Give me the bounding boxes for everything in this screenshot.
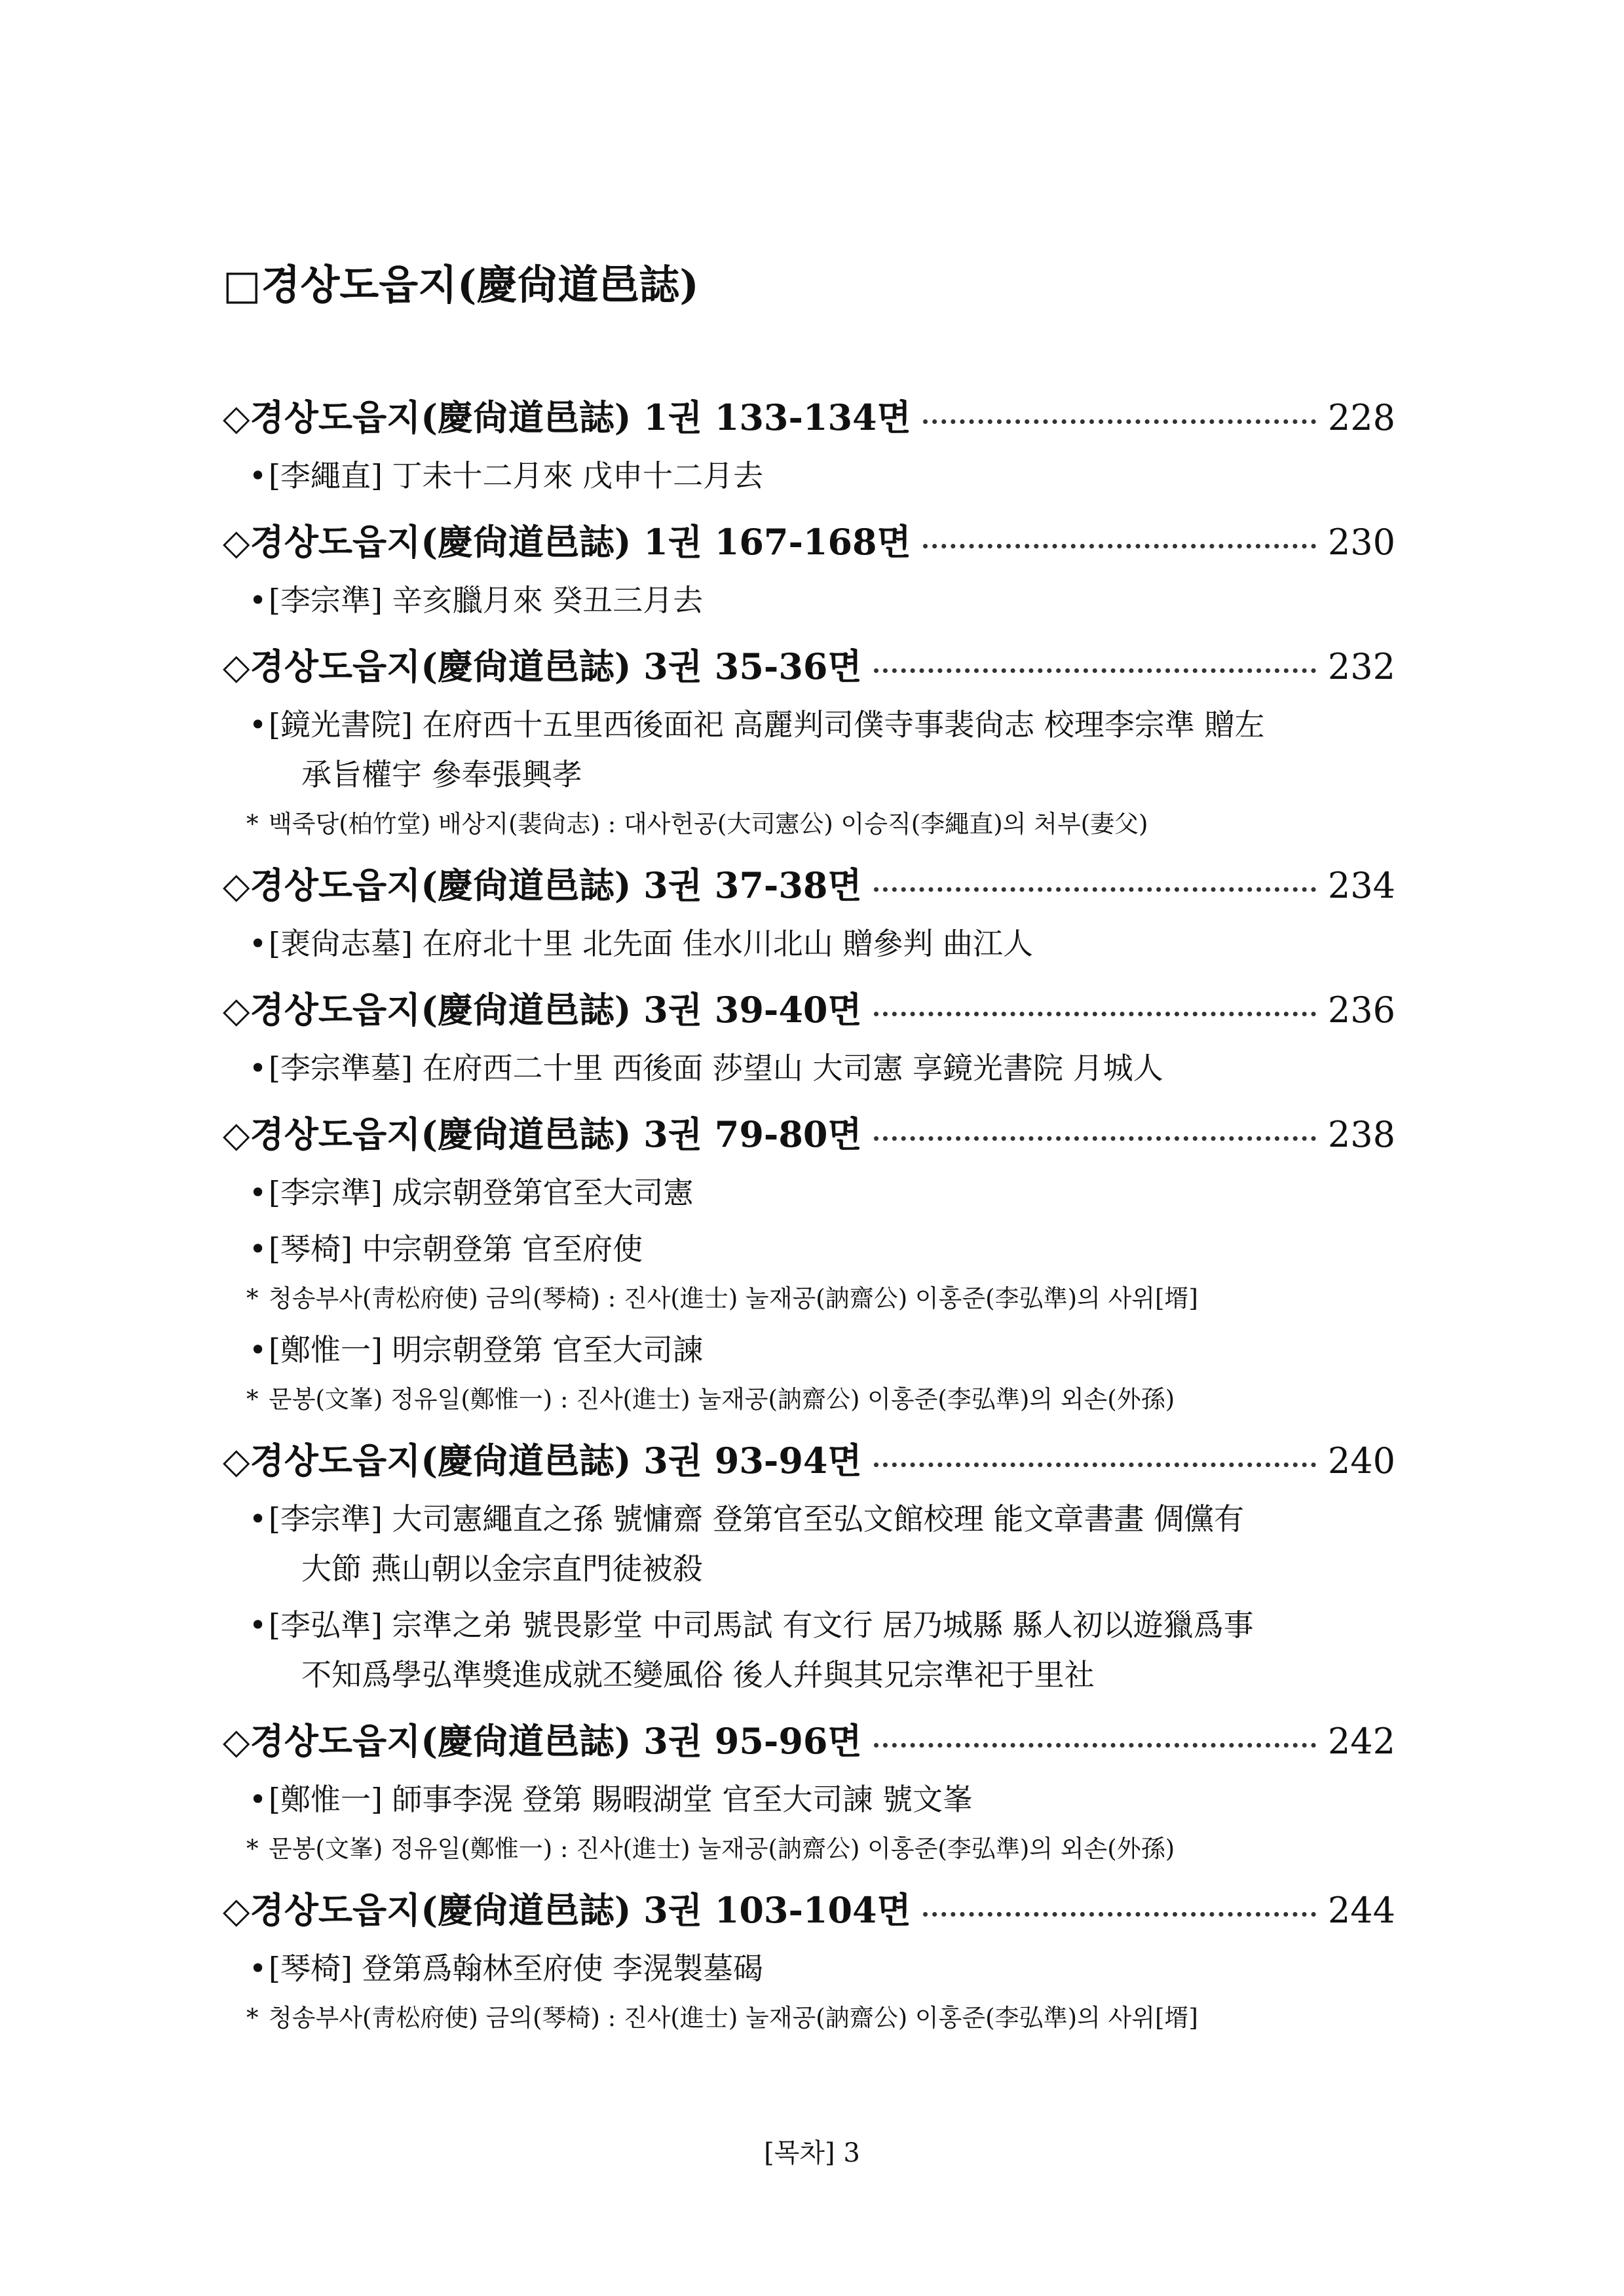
toc-note-text: 문봉(文峯) 정유일(鄭惟一) : 진사(進士) 눌재공(訥齋公) 이홍준(李弘準)의 외손(外孫): [269, 1835, 1175, 1863]
asterisk-icon: *: [246, 810, 259, 838]
toc-heading[interactable]: [223, 1883, 1395, 1937]
toc-page-number: 242: [1327, 1721, 1395, 1762]
toc-heading[interactable]: [223, 640, 1395, 693]
toc-heading[interactable]: [223, 1714, 1395, 1768]
toc-entry-continuation: 承旨權宇 參奉張興孝: [301, 757, 582, 792]
toc-entry-text: [鄭惟一] 師事李滉 登第 賜暇湖堂 官至大司諫 號文峯: [269, 1782, 973, 1817]
toc-entry-continuation: 不知爲學弘準獎進成就丕變風俗 後人幷與其兄宗準祀于里社: [301, 1657, 1095, 1693]
toc-entry: [223, 1168, 1395, 1217]
toc-section: [223, 640, 1395, 844]
toc-note-text: 청송부사(靑松府使) 금의(琴椅) : 진사(進士) 눌재공(訥齋公) 이홍준(李弘準)의 사위[壻]: [269, 1284, 1198, 1312]
toc-heading-label: ◇경상도읍지(慶尙道邑誌) 3권 95-96면: [223, 1720, 862, 1762]
bullet-icon: •: [249, 1607, 267, 1643]
bullet-icon: •: [249, 926, 267, 961]
dot-leader: [923, 544, 1316, 548]
toc-heading[interactable]: [223, 515, 1395, 569]
bullet-icon: •: [249, 1951, 267, 1986]
toc-entry-text: [李宗準] 大司憲繩直之孫 號慵齋 登第官至弘文館校理 能文章書畫 倜儻有: [269, 1501, 1245, 1537]
bullet-icon: •: [249, 707, 267, 742]
toc-entry: [223, 1600, 1395, 1700]
dot-leader: [874, 1743, 1316, 1748]
toc-page-number: 234: [1327, 865, 1395, 906]
dot-leader: [874, 1463, 1316, 1467]
toc-entry-text: [裵尙志墓] 在府北十里 北先面 佳水川北山 贈參判 曲江人: [269, 926, 1034, 961]
toc-heading-label: ◇경상도읍지(慶尙道邑誌) 3권 39-40면: [223, 989, 862, 1031]
toc-section: [223, 515, 1395, 625]
toc-section: [223, 1714, 1395, 1869]
toc-note-text: 문봉(文峯) 정유일(鄭惟一) : 진사(進士) 눌재공(訥齋公) 이홍준(李弘準)의 외손(外孫): [269, 1385, 1175, 1413]
dot-leader: [874, 887, 1316, 892]
toc-entry-text: [李弘準] 宗準之弟 號畏影堂 中司馬試 有文行 居乃城縣 縣人初以遊獵爲事: [269, 1607, 1254, 1643]
toc-page-number: 244: [1327, 1890, 1395, 1931]
toc-page-number: 228: [1327, 397, 1395, 438]
toc-entry: [223, 700, 1395, 799]
table-of-contents: [223, 391, 1395, 2038]
toc-entry-text: [李繩直] 丁未十二月來 戊申十二月去: [269, 458, 764, 493]
dot-leader: [923, 419, 1316, 424]
toc-heading-label: ◇경상도읍지(慶尙道邑誌) 3권 37-38면: [223, 864, 862, 906]
asterisk-icon: *: [246, 1284, 259, 1312]
toc-entry-text: [李宗準] 辛亥臘月來 癸丑三月去: [269, 583, 704, 618]
toc-heading[interactable]: [223, 1107, 1395, 1161]
asterisk-icon: *: [246, 2004, 259, 2032]
toc-entry: [223, 1494, 1395, 1594]
toc-entry: [223, 575, 1395, 625]
toc-entry: [223, 451, 1395, 501]
dot-leader: [874, 1136, 1316, 1141]
dot-leader: [923, 1912, 1316, 1917]
dot-leader: [874, 668, 1316, 673]
toc-entry: [223, 919, 1395, 968]
page-title: □경상도읍지(慶尙道邑誌): [223, 261, 699, 309]
toc-page-number: 238: [1327, 1114, 1395, 1155]
bullet-icon: •: [249, 1231, 267, 1267]
toc-heading[interactable]: [223, 983, 1395, 1037]
toc-note: [223, 1829, 1395, 1869]
bullet-icon: •: [249, 1782, 267, 1817]
toc-entry: [223, 1774, 1395, 1824]
toc-section: [223, 1434, 1395, 1700]
toc-section: [223, 391, 1395, 501]
bullet-icon: •: [249, 458, 267, 493]
toc-entry-text: [鏡光書院] 在府西十五里西後面祀 高麗判司僕寺事裴尙志 校理李宗準 贈左: [269, 707, 1265, 742]
toc-entry: [223, 1043, 1395, 1093]
asterisk-icon: *: [246, 1835, 259, 1863]
toc-section: [223, 983, 1395, 1093]
toc-page-number: 236: [1327, 989, 1395, 1031]
toc-entry: [223, 1943, 1395, 1993]
toc-entry-text: [李宗準墓] 在府西二十里 西後面 莎望山 大司憲 享鏡光書院 月城人: [269, 1050, 1163, 1086]
toc-note-text: 청송부사(靑松府使) 금의(琴椅) : 진사(進士) 눌재공(訥齋公) 이홍준(李弘準)의 사위[壻]: [269, 2004, 1198, 2032]
page-footer: [목차] 3: [764, 2138, 860, 2168]
toc-heading[interactable]: [223, 391, 1395, 444]
asterisk-icon: *: [246, 1385, 259, 1413]
toc-heading-label: ◇경상도읍지(慶尙道邑誌) 3권 93-94면: [223, 1440, 862, 1482]
toc-entry-continuation: 大節 燕山朝以金宗直門徒被殺: [301, 1551, 703, 1586]
toc-entry-text: [鄭惟一] 明宗朝登第 官至大司諫: [269, 1332, 704, 1368]
toc-note: [223, 1380, 1395, 1419]
bullet-icon: •: [249, 1501, 267, 1537]
toc-heading-label: ◇경상도읍지(慶尙道邑誌) 3권 103-104면: [223, 1889, 911, 1931]
bullet-icon: •: [249, 583, 267, 618]
toc-heading-label: ◇경상도읍지(慶尙道邑誌) 1권 167-168면: [223, 521, 911, 563]
toc-entry-text: [琴椅] 中宗朝登第 官至府使: [269, 1231, 643, 1267]
bullet-icon: •: [249, 1332, 267, 1368]
toc-heading-label: ◇경상도읍지(慶尙道邑誌) 1권 133-134면: [223, 396, 911, 438]
toc-page-number: 240: [1327, 1440, 1395, 1482]
dot-leader: [874, 1012, 1316, 1016]
toc-page-number: 232: [1327, 646, 1395, 687]
toc-heading-label: ◇경상도읍지(慶尙道邑誌) 3권 79-80면: [223, 1113, 862, 1155]
bullet-icon: •: [249, 1050, 267, 1086]
toc-heading[interactable]: [223, 1434, 1395, 1487]
toc-entry: [223, 1325, 1395, 1375]
toc-note: [223, 1279, 1395, 1318]
toc-section: [223, 858, 1395, 968]
toc-note-text: 백죽당(柏竹堂) 배상지(裴尙志) : 대사헌공(大司憲公) 이승직(李繩直)의 처부(妻父): [269, 810, 1148, 838]
toc-page-number: 230: [1327, 522, 1395, 563]
toc-note: [223, 1999, 1395, 2038]
toc-heading-label: ◇경상도읍지(慶尙道邑誌) 3권 35-36면: [223, 645, 862, 687]
toc-entry-text: [琴椅] 登第爲翰林至府使 李滉製墓碣: [269, 1951, 764, 1986]
toc-entry-text: [李宗準] 成宗朝登第官至大司憲: [269, 1175, 694, 1210]
bullet-icon: •: [249, 1175, 267, 1210]
toc-entry: [223, 1224, 1395, 1274]
toc-section: [223, 1107, 1395, 1419]
toc-heading[interactable]: [223, 858, 1395, 912]
toc-section: [223, 1883, 1395, 2038]
toc-note: [223, 805, 1395, 844]
